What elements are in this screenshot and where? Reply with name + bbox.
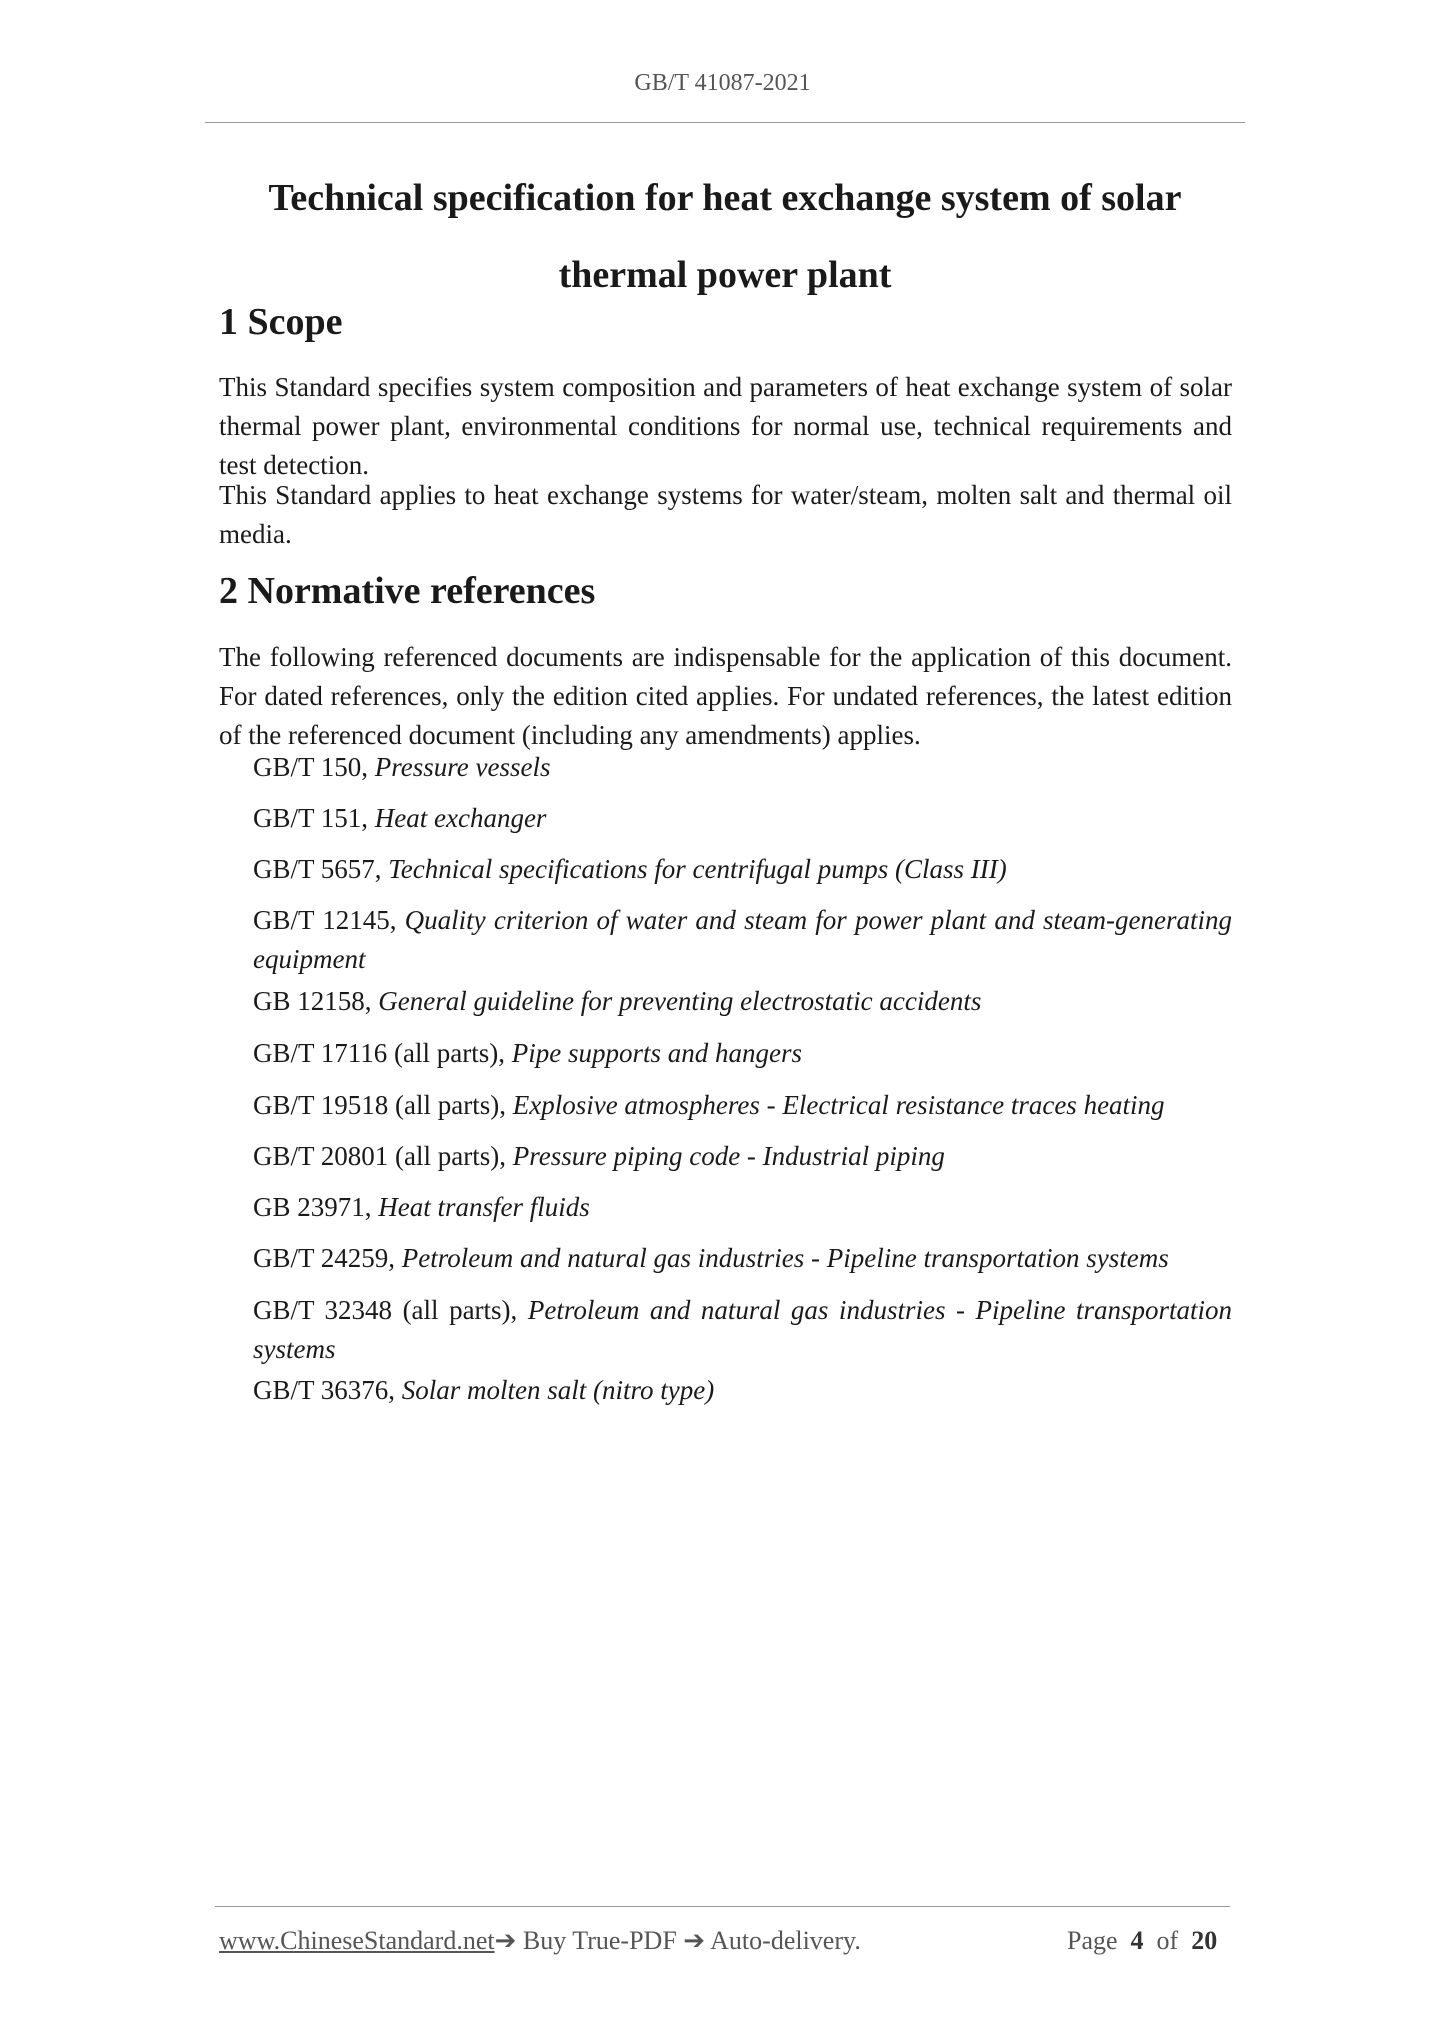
page-indicator [1067,1926,1217,1956]
reference-code: GB 12158, [253,986,372,1016]
reference-item [253,1034,1232,1073]
reference-item [253,748,1232,787]
reference-title: Pressure vessels [374,752,551,782]
reference-title: Petroleum and natural gas industries - Pipeline transportation systems [253,1295,1233,1364]
reference-title: Heat exchanger [374,803,547,833]
reference-title: Quality criterion of water and steam for power plant and steam-generating equipment [253,905,1233,974]
reference-title: Pressure piping code - Industrial piping [512,1141,945,1171]
reference-title: Explosive atmospheres - Electrical resistance traces heating [512,1090,1165,1120]
section-heading-scope: 1 Scope [219,301,343,343]
reference-title: Heat transfer fluids [378,1192,590,1222]
reference-item [253,850,1232,889]
footer-divider [215,1906,1230,1907]
standard-id: GB/T 41087-2021 [634,70,811,96]
reference-code: GB/T 12145, [253,905,397,935]
reference-item [253,1086,1232,1125]
buy-text: Buy True-PDF [516,1926,684,1955]
footer-promo [219,1926,861,1956]
reference-title: Solar molten salt (nitro type) [401,1375,715,1405]
reference-item [253,982,1232,1021]
reference-title: Petroleum and natural gas industries - Pipeline transportation systems [401,1243,1169,1273]
delivery-text: Auto-delivery. [705,1926,861,1955]
reference-code: GB/T 24259, [253,1243,396,1273]
website-link[interactable]: www.ChineseStandard.net [219,1926,495,1955]
reference-code: GB/T 32348 (all parts), [253,1295,518,1325]
reference-code: GB/T 20801 (all parts), [253,1141,506,1171]
reference-item [253,1188,1232,1227]
reference-code: GB/T 150, [253,752,369,782]
arrow-icon: ➔ [683,1926,706,1955]
scope-paragraph-2: This Standard applies to heat exchange systems for water/steam, molten salt and thermal oil media. [219,480,1232,549]
reference-item [253,1371,1232,1410]
title-line-2: thermal power plant [558,254,892,296]
reference-item [253,799,1232,838]
reference-item [253,901,1232,979]
reference-item [253,1239,1232,1278]
page-of-label: of [1156,1926,1179,1955]
reference-code: GB/T 151, [253,803,369,833]
reference-title: Pipe supports and hangers [511,1038,802,1068]
title-line-1: Technical specification for heat exchange system of solar [268,177,1182,219]
section-heading-normative-references: 2 Normative references [219,570,596,612]
scope-paragraph-1: This Standard specifies system composition and parameters of heat exchange system of solar thermal power plant, environmental conditions for normal use, technical requirements and test detection. [219,372,1232,480]
reference-code: GB/T 36376, [253,1375,396,1405]
reference-code: GB/T 17116 (all parts), [253,1038,505,1068]
page-label: Page [1067,1926,1118,1955]
document-title [205,160,1245,314]
arrow-icon: ➔ [494,1926,517,1955]
normative-paragraph-1: The following referenced documents are indispensable for the application of this document. For dated references, only the edition cited applies. For undated references, the latest edition of the referenced document (including any amendments) applies. [219,642,1232,750]
current-page-number: 4 [1130,1926,1144,1955]
reference-code: GB 23971, [253,1192,372,1222]
reference-code: GB/T 5657, [253,854,382,884]
reference-title: Technical specifications for centrifugal pumps (Class III) [388,854,1007,884]
reference-title: General guideline for preventing electrostatic accidents [378,986,982,1016]
total-pages-number: 20 [1191,1926,1218,1955]
reference-item [253,1291,1232,1369]
reference-code: GB/T 19518 (all parts), [253,1090,506,1120]
header-divider [205,122,1245,123]
reference-item [253,1137,1232,1176]
